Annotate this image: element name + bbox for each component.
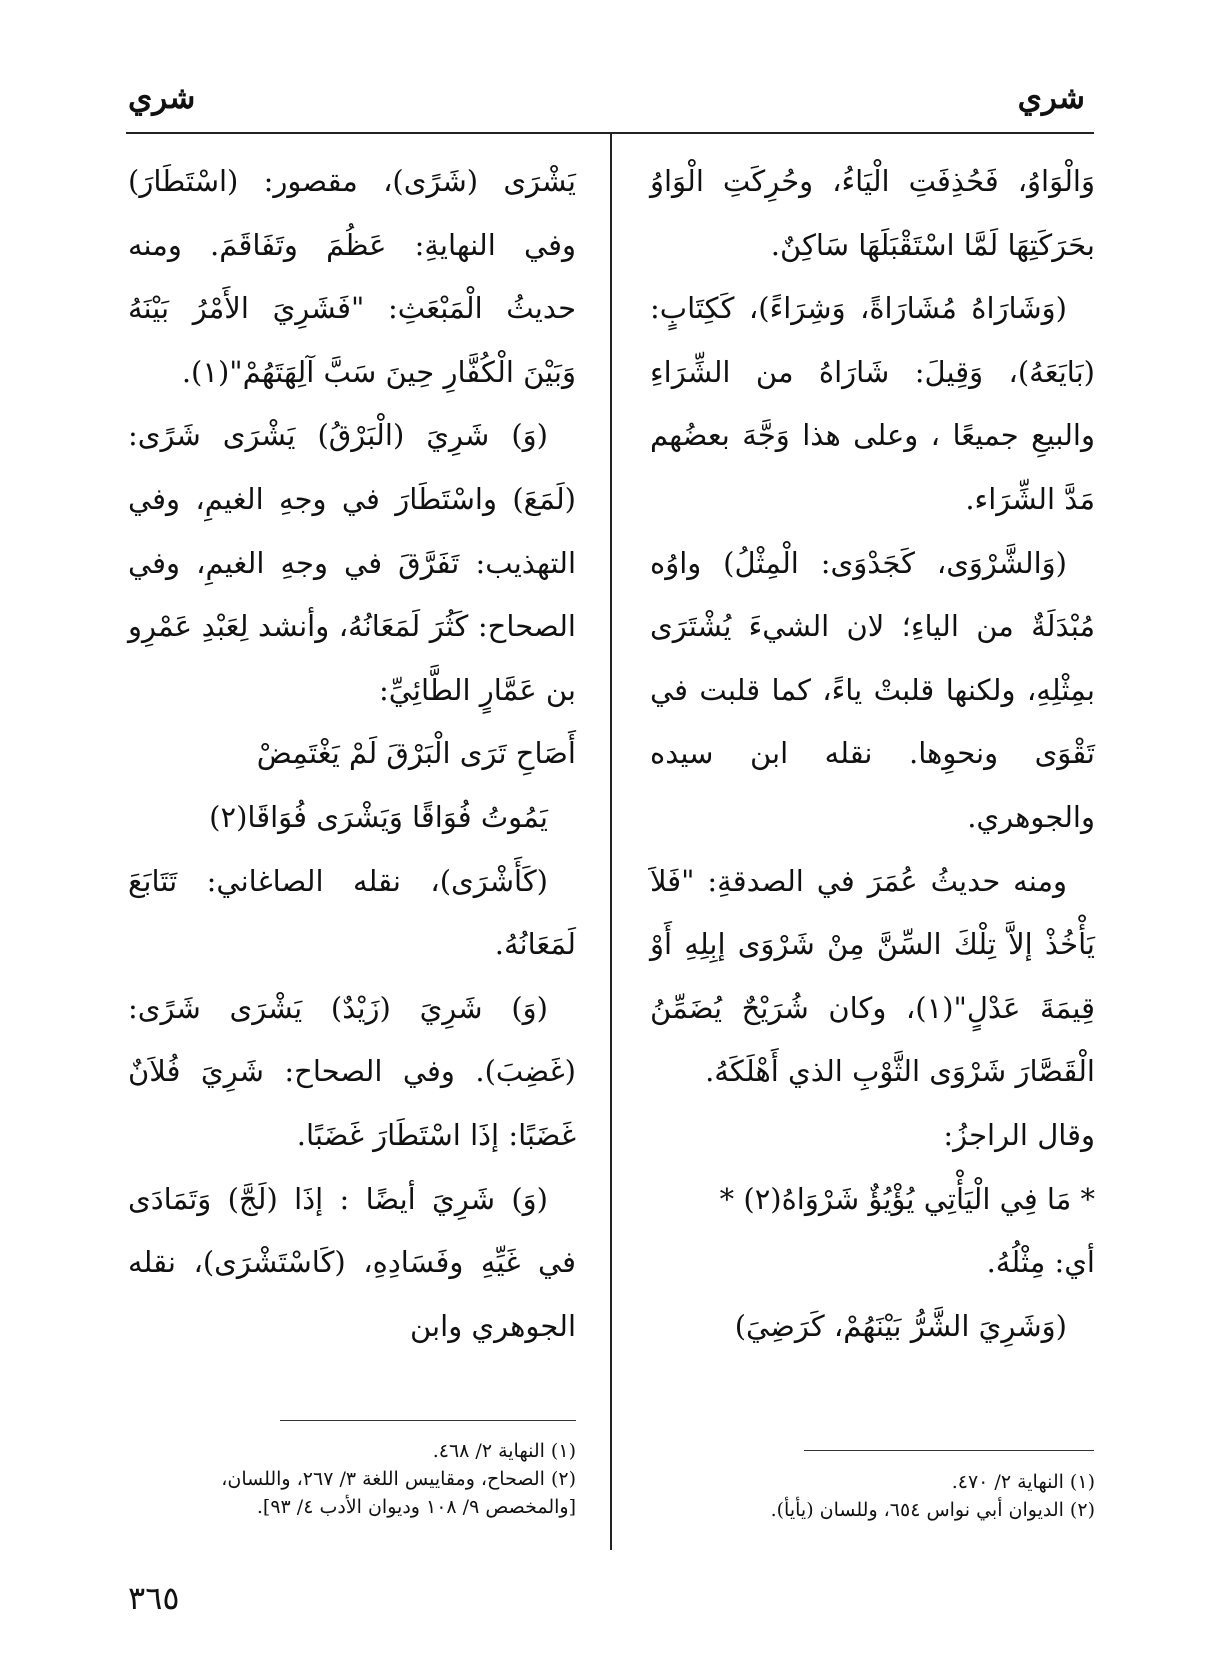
right-footnote-rule: [804, 1450, 1094, 1451]
right-paragraph-4: ومنه حديثُ عُمَرَ في الصدقةِ: "فَلاَ يَأْخُذْ إلاَّ تِلْكَ السِّنَّ مِنْ شَرْوَى إبِلِهِ أَوْ قِيمَةَ عَدْلٍ"(١)، وكان شُرَيْحٌ يُضَمِّنُ الْقَصَّارَ شَرْوَى الثَّوْبِ الذي أَهْلَكَهُ.: [650, 863, 1095, 1089]
left-paragraph-5: (كَأَشْرَى)، نقله الصاغاني: تَتَابَعَ لَمَعَانُهُ.: [128, 863, 576, 962]
page-number: ٣٦٥: [128, 1579, 180, 1617]
right-paragraph-2: (وَشَارَاهُ مُشَارَاةً، وَشِرَاءً)، كَكِتَابٍ: (بَايَعَهُ)، وَقِيلَ: شَارَاهُ من الشِّرَاءِ والبيعِ جميعًا ، وعلى هذا وَجَّهَ بعضُهم مَدَّ الشِّرَاء.: [650, 291, 1095, 516]
left-paragraph-6: (وَ) شَرِيَ (زَيْدٌ) يَشْرَى شَرًى: (غَضِبَ). وفي الصحاح: شَرِيَ فُلاَنٌ غَضَبًا: إذَا اسْتَطَارَ غَضَبًا.: [128, 990, 576, 1152]
right-footnotes: [650, 1468, 1095, 1524]
left-paragraph-7: (وَ) شَرِيَ أيضًا : إذَا (لَجَّ) وَتَمَادَى في غَيِّهِ وفَسَادِهِ، (كَاسْتَشْرَى)، نقله الجوهري وابن: [128, 1181, 576, 1343]
running-header-right: شري: [1017, 80, 1085, 116]
right-footnote-1: (١) النهاية ٢/ ٤٧٠.: [951, 1471, 1095, 1493]
column-divider: [610, 132, 612, 1550]
left-verse-line-2: يَمُوتُ فُوَاقًا وَيَشْرَى فُوَاقَا(٢): [209, 799, 548, 834]
right-column: [650, 150, 1095, 1358]
left-paragraph-2: (وَ) شَرِيَ (الْبَرْقُ) يَشْرَى شَرًى: (لَمَعَ) واسْتَطَارَ في وجهِ الغيمِ، وفي التهذيب: تَفَرَّقَ في وجهِ الغيمِ، وفي الصحاح: كَثُرَ لَمَعَانُهُ، وأنشد لِعَبْدِ عَمْرِو بن عَمَّارٍ الطَّائِيِّ:: [128, 418, 576, 707]
left-footnotes: [128, 1437, 576, 1521]
right-paragraph-3: (وَالشَّرْوَى، كَجَدْوَى: الْمِثْلُ) واوُه مُبْدَلَةٌ من الياءِ؛ لان الشيءَ يُشْتَرَى بمِثْلِهِ، ولكنها قلبتْ ياءً، كما قلبت في تَقْوَى ونحوِها. نقله ابن سيده والجوهري.: [650, 545, 1095, 834]
right-paragraph-8: (وَشَرِيَ الشَّرُّ بَيْنَهُمْ، كَرَضِيَ): [734, 1308, 1067, 1343]
right-paragraph-7: أي: مِثْلُهُ.: [986, 1245, 1095, 1280]
right-footnote-2: (٢) الديوان أبي نواس ٦٥٤، وللسان (يأيأ).: [770, 1499, 1095, 1521]
left-verse-line-1: أَصَاحِ تَرَى الْبَرْقَ لَمْ يَغْتَمِضْ: [256, 736, 576, 771]
right-paragraph-1: وَالْوَاوُ، فَحُذِفَتِ الْيَاءُ، وحُرِكَتِ الْوَاوُ بحَرَكَتِهَا لَمَّا اسْتَقْبَلَهَا سَاكِنٌ.: [650, 164, 1095, 262]
running-header-left: شري: [128, 80, 196, 116]
left-column: [128, 150, 576, 1358]
left-footnote-1: (١) النهاية ٢/ ٤٦٨.: [432, 1440, 576, 1462]
left-paragraph-1: يَشْرَى (شَرًى)، مقصور: (اسْتَطَارَ) وفي النهايةِ: عَظُمَ وتَفَاقَمَ. ومنه حديثُ الْمَبْعَثِ: "فَشَرِيَ الأَمْرُ بَيْنَهُ وَبَيْنَ الْكُفَّارِ حِينَ سَبَّ آلِهَتَهُمْ"(١).: [128, 164, 576, 389]
left-footnote-rule: [280, 1420, 576, 1421]
left-footnote-2: (٢) الصحاح، ومقاييس اللغة ٣/ ٢٦٧، واللسان، [والمخصص ٩/ ١٠٨ وديوان الأدب ٤/ ٩٣].: [221, 1468, 576, 1518]
right-paragraph-5: وقال الراجزُ:: [943, 1117, 1095, 1152]
right-verse: * مَا فِي الْيَأْتِي يُؤْيُؤٌ شَرْوَاهُ(٢) *: [719, 1181, 1095, 1216]
